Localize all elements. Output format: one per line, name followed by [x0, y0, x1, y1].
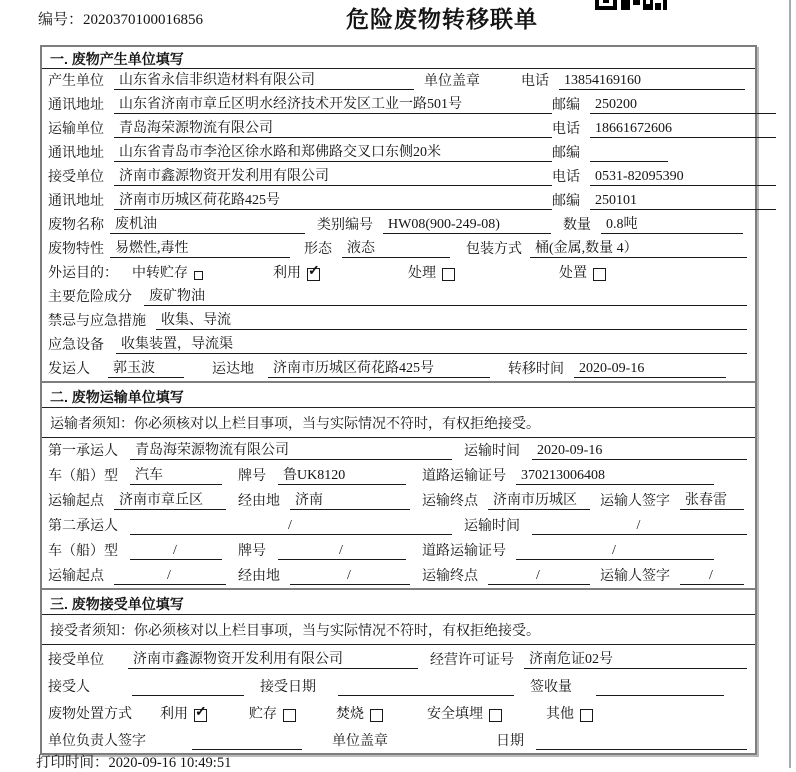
- section-receiver: [42, 588, 755, 753]
- disposal-option-label: 贮存: [249, 707, 277, 722]
- second-carrier-value: /: [130, 518, 452, 535]
- row-emergency-equipment: [42, 333, 755, 357]
- origin-label: 运输起点: [48, 494, 104, 509]
- row-second-vehicle: [42, 538, 755, 563]
- page-title: 危险废物转移联单: [346, 6, 538, 32]
- via-label: 经由地: [238, 494, 280, 509]
- checkbox-other: [580, 709, 593, 722]
- receiver-value: 济南市鑫源物资开发利用有限公司: [114, 165, 552, 186]
- via-label: 经由地: [238, 569, 280, 584]
- row-second-carrier: [42, 513, 755, 538]
- row-transporter-address: [42, 141, 755, 165]
- quantity-value: 0.8吨: [601, 213, 743, 234]
- first-carrier-value: 青岛海荣源物流有限公司: [130, 439, 452, 460]
- date-value: [536, 734, 747, 750]
- doc-number-label: 编号：: [38, 12, 84, 28]
- section-transporter: [42, 381, 755, 588]
- equipment-label: 应急设备: [48, 338, 104, 353]
- zip-label: 邮编: [552, 194, 580, 209]
- zip-label: 邮编: [552, 146, 580, 161]
- origin-label: 运输起点: [48, 569, 104, 584]
- carrier-sign-value: 张春雷: [680, 489, 744, 510]
- destination-value: 济南市历城区荷花路425号: [268, 357, 490, 378]
- section-producer-header: 一. 废物产生单位填写: [42, 47, 755, 69]
- vehicle-type-label: 车（船）型: [48, 469, 118, 484]
- row-chief-signature: [42, 726, 755, 753]
- waste-name-label: 废物名称: [48, 218, 104, 233]
- taboo-label: 禁忌与应急措施: [48, 314, 146, 329]
- receiver-notice: 接受者须知：你必须核对以上栏目事项，当与实际情况不符时，有权拒绝接受。: [42, 615, 755, 645]
- unit-seal-label: 单位盖章: [424, 74, 480, 89]
- unit-seal-label: 单位盖章: [332, 734, 388, 749]
- plate-value: 鲁UK8120: [278, 464, 406, 485]
- producer-value: 山东省永信非织造材料有限公司: [114, 69, 414, 90]
- hazard-label: 主要危险成分: [48, 290, 132, 305]
- end-value: /: [488, 568, 590, 585]
- checkbox-transfer-storage: [194, 271, 203, 280]
- vehicle-type-label: 车（船）型: [48, 544, 118, 559]
- origin-value: /: [114, 568, 226, 585]
- transport-time-label: 运输时间: [464, 444, 520, 459]
- accept-date-label: 接受日期: [260, 680, 316, 695]
- waste-name-value: 废机油: [110, 213, 305, 234]
- form-label: 形态: [304, 242, 332, 257]
- end-label: 运输终点: [422, 494, 478, 509]
- print-time: [36, 751, 231, 772]
- license-label: 经营许可证号: [430, 653, 514, 668]
- license-value: 济南危证02号: [524, 648, 747, 669]
- row-producer-address: [42, 93, 755, 117]
- address-label: 通讯地址: [48, 146, 104, 161]
- purpose-option-label: 利用: [273, 266, 301, 281]
- phone-label: 电话: [552, 122, 580, 137]
- row-taboo: [42, 309, 755, 333]
- end-label: 运输终点: [422, 569, 478, 584]
- category-label: 类别编号: [317, 218, 373, 233]
- acceptor-value: [132, 680, 244, 696]
- taboo-value: 收集、导流: [156, 309, 747, 330]
- page-edge-divider: [789, 0, 791, 768]
- vehicle-type-value: 汽车: [130, 464, 222, 485]
- transporter-zip-value: [590, 146, 668, 162]
- print-time-label: 打印时间：: [36, 755, 109, 771]
- row-disposal-method: [42, 699, 755, 726]
- purpose-option-label: 处理: [408, 266, 436, 281]
- address-label: 通讯地址: [48, 98, 104, 113]
- end-value: 济南市历城区: [488, 489, 590, 510]
- date-label: 日期: [496, 734, 524, 749]
- transfer-time-value: 2020-09-16: [574, 361, 726, 378]
- row-waste-character: [42, 237, 755, 261]
- row-purpose: [42, 261, 755, 285]
- row-sender: [42, 357, 755, 381]
- transfer-time-label: 转移时间: [508, 362, 564, 377]
- zip-label: 邮编: [552, 98, 580, 113]
- qr-code-fragment: [595, 0, 667, 10]
- row-first-carrier: [42, 438, 755, 463]
- checkbox-treat: [442, 268, 455, 281]
- equipment-value: 收集装置，导流渠: [116, 333, 747, 354]
- carrier-sign-value: /: [680, 568, 744, 585]
- destination-label: 运达地: [212, 362, 254, 377]
- accept-date-value: [338, 680, 514, 696]
- via-value: 济南: [290, 489, 410, 510]
- purpose-label: 外运目的：: [48, 266, 118, 281]
- section-transporter-header: 二. 废物运输单位填写: [42, 383, 755, 408]
- address-label: 通讯地址: [48, 194, 104, 209]
- road-permit-value: 370213006408: [516, 468, 714, 485]
- row-receiving-unit: [42, 645, 755, 672]
- receiving-unit-value: 济南市鑫源物资开发利用有限公司: [128, 648, 418, 669]
- category-value: HW08(900-249-08): [383, 217, 551, 234]
- manifest-form-table: [40, 45, 757, 755]
- producer-address-value: 山东省济南市章丘区明水经济技术开发区工业一路501号: [114, 93, 552, 114]
- transporter-phone-value: 18661672606: [590, 121, 776, 138]
- phone-label: 电话: [552, 170, 580, 185]
- checkbox-landfill: [489, 709, 502, 722]
- form-value: 液态: [342, 237, 450, 258]
- purpose-option-label: 中转贮存: [132, 266, 188, 281]
- plate-label: 牌号: [238, 469, 266, 484]
- row-transporter: [42, 117, 755, 141]
- producer-label: 产生单位: [48, 74, 104, 89]
- character-label: 废物特性: [48, 242, 104, 257]
- receiver-phone-value: 0531-82095390: [590, 169, 776, 186]
- row-acceptor: [42, 672, 755, 699]
- second-carrier-time-value: /: [532, 518, 747, 535]
- disposal-option-label: 其他: [546, 707, 574, 722]
- receiving-unit-label: 接受单位: [48, 653, 104, 668]
- checkbox-store: [283, 709, 296, 722]
- row-hazard: [42, 285, 755, 309]
- quantity-label: 数量: [563, 218, 591, 233]
- second-carrier-label: 第二承运人: [48, 519, 118, 534]
- first-carrier-label: 第一承运人: [48, 444, 118, 459]
- transporter-value: 青岛海荣源物流有限公司: [114, 117, 552, 138]
- purpose-option-label: 处置: [559, 266, 587, 281]
- row-receiver-address: [42, 189, 755, 213]
- disposal-option-label: 利用: [160, 707, 188, 722]
- acceptor-label: 接受人: [48, 680, 90, 695]
- checkbox-dispose: [593, 268, 606, 281]
- doc-number-value: 2020370100016856: [83, 12, 204, 28]
- road-permit-label: 道路运输证号: [422, 544, 506, 559]
- receiver-zip-value: 250101: [590, 193, 776, 210]
- disposal-option-label: 焚烧: [336, 707, 364, 722]
- transporter-label: 运输单位: [48, 122, 104, 137]
- receiver-label: 接受单位: [48, 170, 104, 185]
- vehicle-type-value: /: [130, 543, 222, 560]
- checkbox-utilize: [194, 709, 207, 722]
- phone-label: 电话: [521, 74, 549, 89]
- producer-phone-value: 13854169160: [559, 73, 745, 90]
- chief-sign-value: [192, 734, 302, 750]
- accept-qty-value: [596, 680, 724, 696]
- character-value: 易燃性,毒性: [110, 237, 290, 258]
- road-permit-label: 道路运输证号: [422, 469, 506, 484]
- accept-qty-label: 签收量: [530, 680, 572, 695]
- checkbox-incinerate: [370, 709, 383, 722]
- carrier-sign-label: 运输人签字: [600, 569, 670, 584]
- transporter-notice: 运输者须知：你必须核对以上栏目事项，当与实际情况不符时，有权拒绝接受。: [42, 408, 755, 438]
- checkbox-utilize: [307, 268, 320, 281]
- disposal-option-label: 安全填埋: [427, 707, 483, 722]
- row-first-route: [42, 488, 755, 513]
- print-time-value: 2020-09-16 10:49:51: [108, 755, 232, 771]
- plate-value: /: [278, 543, 406, 560]
- section-receiver-header: 三. 废物接受单位填写: [42, 590, 755, 615]
- origin-value: 济南市章丘区: [114, 489, 226, 510]
- transport-time-label: 运输时间: [464, 519, 520, 534]
- producer-zip-value: 250200: [590, 97, 776, 114]
- packing-value: 桶(金属,数量 4）: [530, 237, 747, 258]
- receiver-address-value: 济南市历城区荷花路425号: [114, 189, 552, 210]
- sender-label: 发运人: [48, 362, 90, 377]
- packing-label: 包装方式: [466, 242, 522, 257]
- transporter-address-value: 山东省青岛市李沧区徐水路和郑佛路交叉口东侧20米: [114, 141, 552, 162]
- sender-value: 郭玉波: [108, 357, 184, 378]
- row-receiver: [42, 165, 755, 189]
- road-permit-value: /: [516, 543, 714, 560]
- section-producer: [42, 47, 755, 381]
- via-value: /: [290, 568, 410, 585]
- first-carrier-time-value: 2020-09-16: [532, 443, 747, 460]
- chief-sign-label: 单位负责人签字: [48, 734, 146, 749]
- disposal-label: 废物处置方式: [48, 707, 132, 722]
- row-second-route: [42, 563, 755, 588]
- hazard-value: 废矿物油: [144, 285, 747, 306]
- plate-label: 牌号: [238, 544, 266, 559]
- carrier-sign-label: 运输人签字: [600, 494, 670, 509]
- row-producer: [42, 69, 755, 93]
- row-first-vehicle: [42, 463, 755, 488]
- row-waste-name: [42, 213, 755, 237]
